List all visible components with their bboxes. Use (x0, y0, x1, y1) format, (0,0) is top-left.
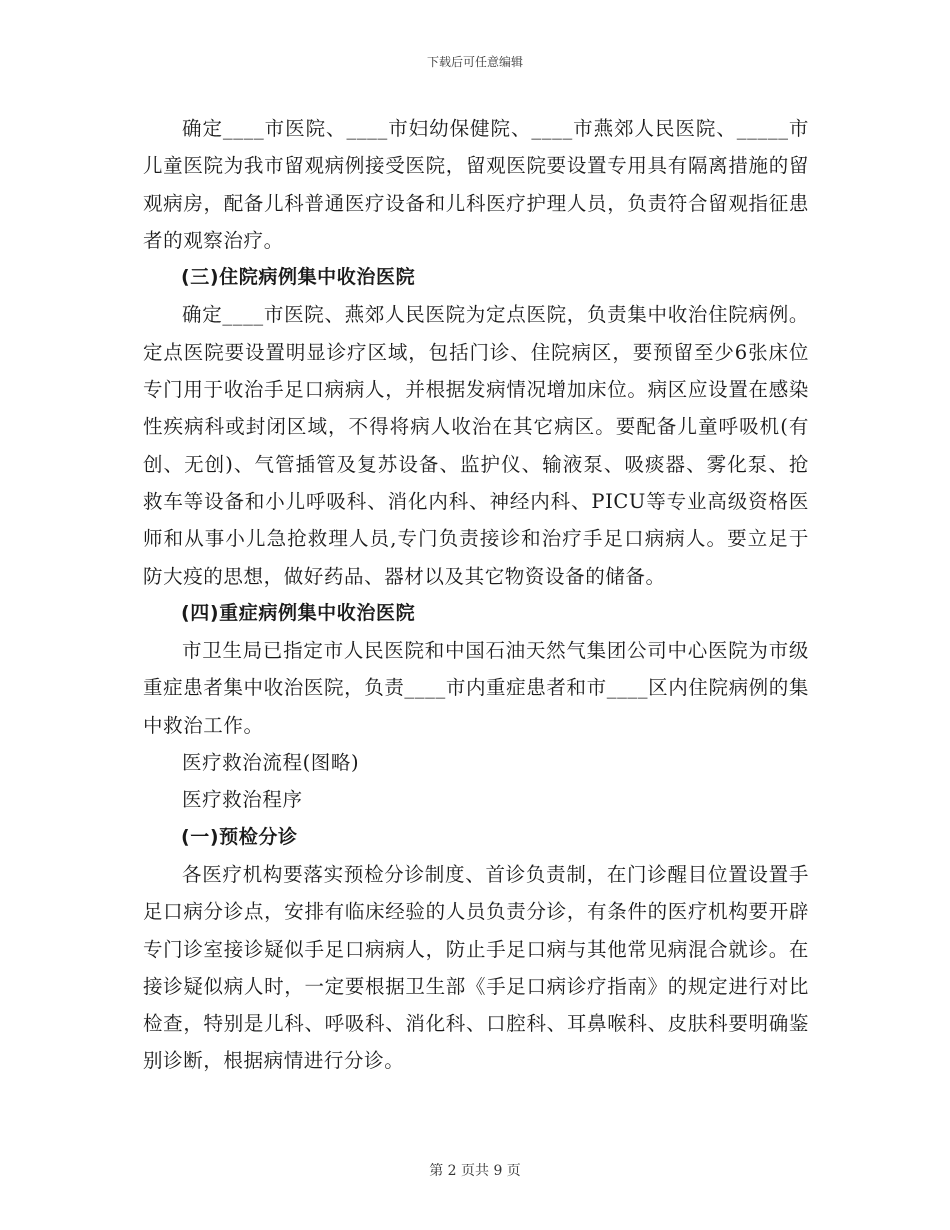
line-treatment-flow: 医疗救治流程(图略) (182, 751, 360, 775)
page-number: 第 2 页共 9 页 (429, 1163, 521, 1179)
paragraph-severe-case-hospitals: 市卫生局已指定市人民医院和中国石油天然气集团公司中心医院为市级重症患者集中收治医院，负责____市内重症患者和市____区内住院病例的集中救治工作。 (143, 639, 809, 737)
page-header: 下载后可任意编辑 (426, 55, 523, 69)
section-heading-triage: (一)预检分诊 (181, 825, 298, 848)
section-heading-severe-cases: (四)重症病例集中收治医院 (181, 601, 416, 624)
document-body (143, 110, 809, 1080)
line-treatment-procedure: 医疗救治程序 (182, 788, 303, 812)
paragraph-triage: 各医疗机构要落实预检分诊制度、首诊负责制，在门诊醒目位置设置手足口病分诊点，安排有临床经验的人员负责分诊，有条件的医疗机构要开辟专门诊室接诊疑似手足口病病人，防止手足口病与其他常见病混合就诊。在接诊疑似病人时，一定要根据卫生部《手足口病诊疗指南》的规定进行对比检查，特别是儿科、呼吸科、消化科、口腔科、耳鼻喉科、皮肤科要明确鉴别诊断，根据病情进行分诊。 (143, 862, 809, 1073)
paragraph-observation-hospitals: 确定____市医院、____市妇幼保健院、____市燕郊人民医院、_____市儿童医院为我市留观病例接受医院，留观医院要设置专用具有隔离措施的留观病房，配备儿科普通医疗设备和儿科医疗护理人员，负责符合留观指征患者的观察治疗。 (143, 117, 809, 252)
paragraph-designated-hospitals: 确定____市医院、燕郊人民医院为定点医院，负责集中收治住院病例。定点医院要设置明显诊疗区域，包括门诊、住院病区，要预留至少6张床位专门用于收治手足口病病人，并根据发病情况增加床位。病区应设置在感染性疾病科或封闭区域，不得将病人收治在其它病区。要配备儿童呼吸机(有创、无创)、气管插管及复苏设备、监护仪、输液泵、吸痰器、雾化泵、抢救车等设备和小儿呼吸科、消化内科、神经内科、PICU等专业高级资格医师和从事小儿急抢救理人员,专门负责接诊和治疗手足口病病人。要立足于防大疫的思想，做好药品、器材以及其它物资设备的储备。 (143, 303, 809, 588)
section-heading-inpatient: (三)住院病例集中收治医院 (181, 266, 416, 289)
